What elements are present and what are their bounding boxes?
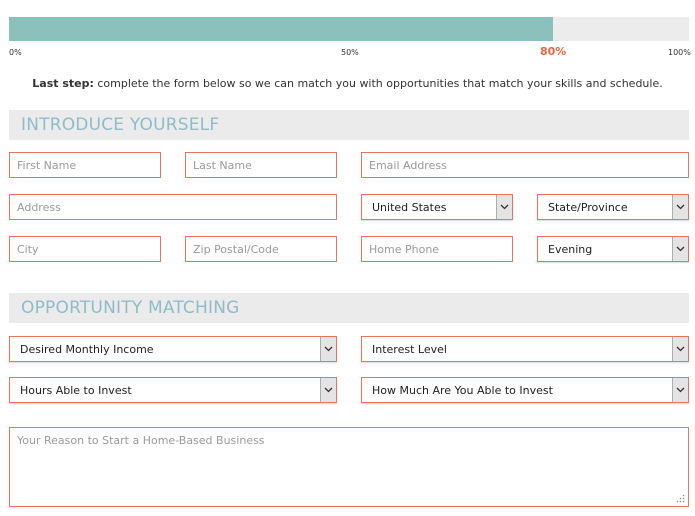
last-name-input[interactable] <box>185 152 337 178</box>
progress-current-value: 80% <box>540 45 567 58</box>
city-input[interactable] <box>9 236 161 262</box>
hours-select[interactable] <box>9 377 337 403</box>
progress-tick-mid: 50% <box>341 48 359 57</box>
invest-amount-select-value: How Much Are You Able to Invest <box>372 384 553 397</box>
chevron-down-icon[interactable] <box>672 237 688 261</box>
email-input[interactable] <box>361 152 689 178</box>
section-header-opportunity: OPPORTUNITY MATCHING <box>9 293 689 323</box>
chevron-down-icon[interactable] <box>320 378 336 402</box>
resize-grip-icon[interactable] <box>676 494 685 503</box>
interest-level-select[interactable] <box>361 336 689 362</box>
address-input[interactable] <box>9 194 337 220</box>
section-header-introduce: INTRODUCE YOURSELF <box>9 110 689 140</box>
progress-bar <box>9 17 689 41</box>
interest-level-select-value: Interest Level <box>372 343 447 356</box>
country-select-value: United States <box>372 201 447 214</box>
chevron-down-icon[interactable] <box>672 378 688 402</box>
chevron-down-icon[interactable] <box>672 195 688 219</box>
state-select[interactable] <box>537 194 689 220</box>
progress-tick-start: 0% <box>9 48 22 57</box>
monthly-income-select[interactable] <box>9 336 337 362</box>
first-name-input[interactable] <box>9 152 161 178</box>
state-select-value: State/Province <box>548 201 628 214</box>
chevron-down-icon[interactable] <box>320 337 336 361</box>
home-phone-input[interactable] <box>361 236 513 262</box>
chevron-down-icon[interactable] <box>496 195 512 219</box>
hours-select-value: Hours Able to Invest <box>20 384 132 397</box>
reason-textarea[interactable] <box>9 427 689 507</box>
progress-bar-fill <box>9 17 553 41</box>
contact-time-select-value: Evening <box>548 243 593 256</box>
progress-tick-end: 100% <box>668 48 691 57</box>
monthly-income-select-value: Desired Monthly Income <box>20 343 154 356</box>
intro-text <box>0 77 695 90</box>
intro-body: complete the form below so we can match you with opportunities that match your skills and schedule. <box>93 77 663 90</box>
chevron-down-icon[interactable] <box>672 337 688 361</box>
contact-time-select[interactable] <box>537 236 689 262</box>
country-select[interactable] <box>361 194 513 220</box>
intro-bold: Last step: <box>32 77 94 90</box>
zip-input[interactable] <box>185 236 337 262</box>
invest-amount-select[interactable] <box>361 377 689 403</box>
